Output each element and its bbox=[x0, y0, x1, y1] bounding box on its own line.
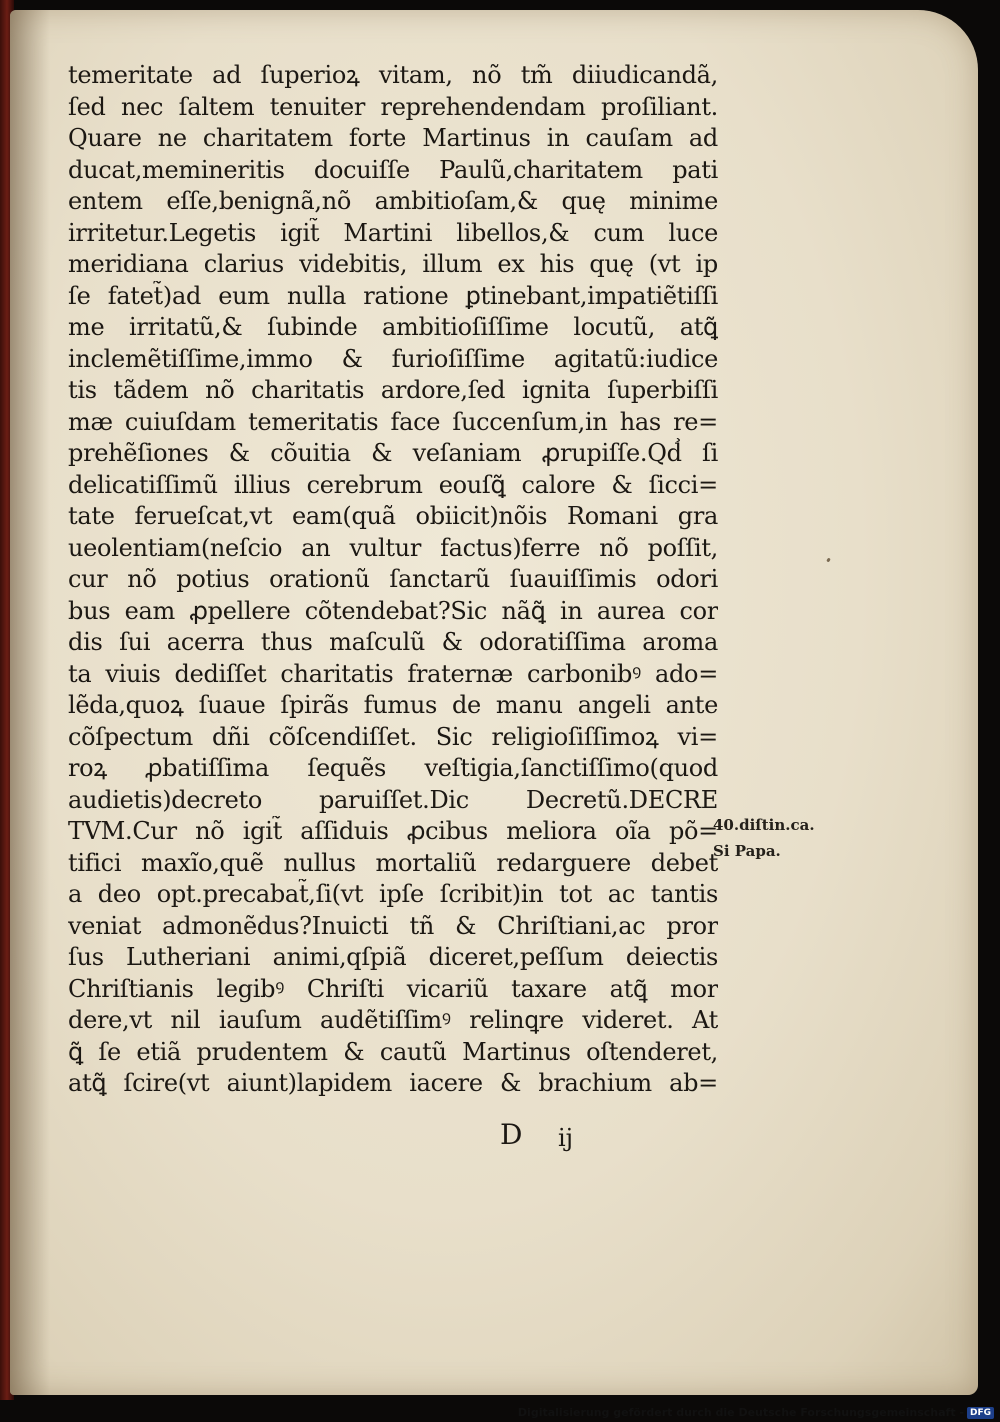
text-line: dis ſui acerra thus maſculũ & odoratiſſima aroma bbox=[68, 628, 718, 656]
text-line: cur nõ potius orationũ ſanctarũ ſuauiſſimis odori bbox=[68, 565, 718, 593]
text-line: delicatiſſimũ illius cerebrum eouſꝗ̃ calore & ſicci= bbox=[68, 470, 718, 499]
text-line: ſe fatet̃)ad eum nulla ratione ꝑtinebant,impatiẽtiſſi bbox=[68, 281, 718, 310]
text-line: entem eſſe,benignã,nõ ambitioſam,& quę minime bbox=[68, 187, 718, 215]
digitization-footer bbox=[518, 1406, 994, 1419]
text-line: Quare ne charitatem forte Martinus in cauſam ad bbox=[68, 124, 718, 152]
text-line: ſus Lutheriani animi,qſpiã diceret,peſſum deiectis bbox=[68, 943, 718, 971]
marginal-note bbox=[713, 812, 815, 864]
text-line: roꝝ ꝓbatiſſima ſequẽs veſtigia,ſanctiſſimo(quod bbox=[68, 754, 718, 782]
signature-letter: D bbox=[500, 1118, 523, 1151]
text-line: temeritate ad ſuperioꝝ vitam, nõ tm̃ diiudicandã, bbox=[68, 61, 718, 89]
text-line: TVM.Cur nõ igit̃ aſſiduis ꝓcibus meliora oĩa põ= bbox=[68, 817, 718, 845]
marginal-note-line-1: 40.diſtin.ca. bbox=[713, 816, 815, 834]
text-line: mæ cuiuſdam temeritatis face ſuccenſum,in has re= bbox=[68, 407, 718, 436]
text-line: irritetur.Legetis igit̃ Martini libellos,& cum luce bbox=[68, 218, 718, 247]
text-line: tate ferueſcat,vt eam(quã obiicit)nõis Romani gra bbox=[68, 502, 718, 530]
text-line: atꝗ̃ ſcire(vt aiunt)lapidem iacere & brachium ab= bbox=[68, 1069, 718, 1097]
signature-number: ij bbox=[558, 1124, 574, 1152]
text-line: me irritatũ,& ſubinde ambitioſiſſime locutũ, atꝗ̃ bbox=[68, 313, 718, 341]
body-text bbox=[68, 60, 718, 1100]
text-line: dere,vt nil iauſum audẽtiſſimꝰ relinꝗre videret. At bbox=[68, 1006, 718, 1034]
marginal-note-line-2: Si Papa. bbox=[713, 842, 781, 860]
footer-credit-text: Digitalisierung gefördert durch die Deutsche Forschungsgemeinschaft - bbox=[517, 1406, 964, 1419]
text-line: audietis)decreto paruiſſet.Dic Decretũ.DECRE bbox=[68, 785, 718, 814]
text-line: Chriſtianis legibꝰ Chriſti vicariũ taxare atꝗ̃ mor bbox=[68, 974, 718, 1003]
text-line: prehẽſiones & cõuitia & veſaniam ꝓrupiſſe.Qd̾ ſi bbox=[68, 439, 718, 467]
text-line: cõſpectum dñi cõſcendiſſet. Sic religioſiſſimoꝝ vi= bbox=[68, 722, 718, 751]
text-line: ueolentiam(neſcio an vultur factus)ferre nõ poſſit, bbox=[68, 533, 718, 562]
text-line: ꝗ̃ ſe etiã prudentem & cautũ Martinus oſtenderet, bbox=[68, 1037, 718, 1066]
text-line: tifici maxĩo,quẽ nullus mortaliũ redarguere debet bbox=[68, 848, 718, 877]
text-line: ducat,memineritis docuiſſe Paulũ,charitatem pati bbox=[68, 155, 718, 184]
text-line: ta viuis dediſſet charitatis fraternæ carbonibꝰ ado= bbox=[68, 659, 718, 688]
text-line: bus eam ꝓpellere cõtendebat?Sic nãꝗ̃ in aurea cor bbox=[68, 596, 718, 625]
text-line: inclemẽtiſſime,immo & furioſiſſime agitatũ:iudice bbox=[68, 344, 718, 373]
book-page bbox=[10, 10, 978, 1395]
text-line: a deo opt.precabat̃,ſi(vt ipſe ſcribit)in tot ac tantis bbox=[68, 880, 718, 908]
text-line: ſed nec ſaltem tenuiter reprehendendam proſiliant. bbox=[68, 92, 718, 121]
dfg-logo-icon: DFG bbox=[967, 1407, 994, 1419]
text-line: lẽda,quoꝝ ſuaue ſpirãs fumus de manu angeli ante bbox=[68, 691, 718, 719]
text-line: tis tãdem nõ charitatis ardore,ſed ignita ſuperbiſſi bbox=[68, 376, 718, 404]
text-line: meridiana clarius videbitis, illum ex his quę (vt ip bbox=[68, 250, 718, 278]
text-line: veniat admonẽdus?Inuicti tñ & Chriſtiani,ac pror bbox=[68, 911, 718, 940]
paper-speck bbox=[826, 558, 831, 563]
